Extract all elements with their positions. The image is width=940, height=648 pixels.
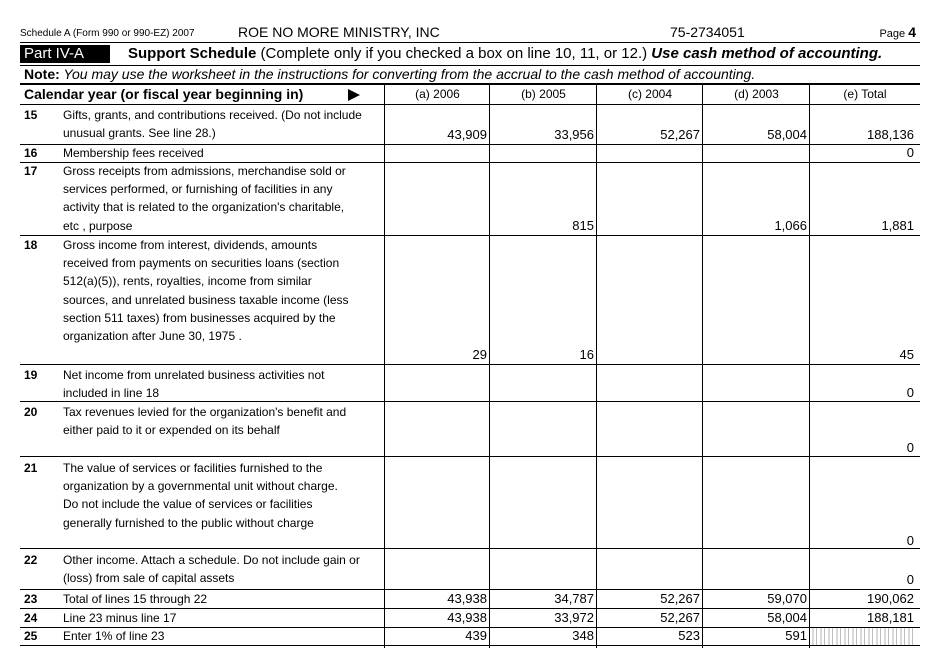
value-total: 0 — [906, 572, 914, 587]
grid-line — [20, 548, 920, 549]
value-d: 59,070 — [767, 591, 807, 606]
value-a: 29 — [472, 347, 487, 362]
value-d: 1,066 — [774, 218, 807, 233]
grid-line — [596, 83, 597, 648]
value-total: 188,136 — [867, 127, 914, 142]
part-title-text: (Complete only if you checked a box on line 10, 11, or 12.) — [256, 45, 652, 62]
column-header-d: (d) 2003 — [734, 87, 779, 101]
grid-line — [809, 83, 810, 648]
line-description: Membership fees received — [63, 146, 204, 160]
value-b: 16 — [579, 347, 594, 362]
line-description: Net income from unrelated business activities not included in line 18 — [63, 368, 325, 401]
value-b: 33,972 — [554, 610, 594, 625]
line-number: 18 — [24, 238, 38, 252]
grid-line — [702, 83, 703, 648]
value-total: 0 — [906, 385, 914, 400]
line-description: Tax revenues levied for the organization's benefit and either paid to it or expended on its behalf — [63, 405, 347, 438]
form-header — [20, 22, 920, 43]
line-description: Gifts, grants, and contributions received. (Do not include unusual grants. See line 28.) — [63, 108, 362, 141]
line-description: Gross receipts from admissions, merchandise sold or services performed, or furnishing of facilities in any activity that is related to the organization's charitable, etc , purpose — [63, 164, 346, 233]
grid-line — [20, 104, 920, 105]
line-number: 21 — [24, 461, 38, 475]
value-b: 33,956 — [554, 127, 594, 142]
value-total: 45 — [899, 347, 914, 362]
arrow-right-icon — [348, 89, 360, 101]
part-tag: Part IV-A — [20, 45, 110, 63]
shaded-cell — [812, 628, 916, 645]
line-description: Gross income from interest, dividends, amounts received from payments on securities loans (section 512(a)(5)), rents, royalties, income from similar sources, and unrelated business taxable income (less section 511 taxes) from businesses acquired by the organization after June 30, 1975 . — [63, 238, 349, 344]
value-d: 58,004 — [767, 610, 807, 625]
part-heading — [20, 43, 920, 66]
value-c: 523 — [678, 628, 700, 643]
line-number: 17 — [24, 164, 38, 178]
line-description: The value of services or facilities furnished to the organization by a governmental unit without charge. Do not include the value of services or facilities generally furnished to the public without charge — [63, 461, 338, 530]
line-description: Other income. Attach a schedule. Do not include gain or (loss) from sale of capital assets — [63, 553, 360, 586]
column-header-a: (a) 2006 — [415, 87, 460, 101]
value-total: 1,881 — [881, 218, 914, 233]
grid-line — [20, 364, 920, 365]
value-total: 190,062 — [867, 591, 914, 606]
column-header-c: (c) 2004 — [627, 87, 673, 101]
value-total: 0 — [906, 145, 914, 160]
value-a: 43,938 — [447, 610, 487, 625]
line-number: 25 — [24, 629, 38, 643]
value-c: 52,267 — [660, 127, 700, 142]
line-number: 20 — [24, 405, 38, 419]
part-title-italic: Use cash method of accounting. — [651, 45, 883, 62]
column-header-b: (b) 2005 — [521, 87, 566, 101]
employer-id-number: 75-2734051 — [670, 24, 745, 40]
line-number: 19 — [24, 368, 38, 382]
line-number: 15 — [24, 108, 38, 122]
value-c: 52,267 — [660, 591, 700, 606]
value-d: 591 — [785, 628, 807, 643]
part-title-bold: Support Schedule — [128, 45, 257, 62]
note-text: You may use the worksheet in the instructions for converting from the accrual to the cash method of accounting. — [59, 66, 756, 82]
calendar-year-header: Calendar year (or fiscal year beginning in) — [24, 86, 304, 102]
value-b: 815 — [572, 218, 594, 233]
value-a: 43,938 — [447, 591, 487, 606]
page-indicator — [879, 24, 916, 40]
line-description: Line 23 minus line 17 — [63, 611, 177, 625]
page-label: Page — [879, 28, 906, 40]
grid-line — [489, 83, 490, 648]
part-title — [128, 45, 882, 62]
instructions-note — [24, 66, 755, 82]
grid-line — [20, 456, 920, 457]
grid-line — [384, 83, 385, 648]
value-d: 58,004 — [767, 127, 807, 142]
line-number: 16 — [24, 146, 38, 160]
page-number: 4 — [908, 24, 916, 40]
form-label: Schedule A (Form 990 or 990-EZ) 2007 — [20, 28, 195, 39]
line-number: 22 — [24, 553, 38, 567]
value-b: 34,787 — [554, 591, 594, 606]
value-a: 439 — [465, 628, 487, 643]
line-number: 24 — [24, 611, 38, 625]
value-total: 0 — [906, 440, 914, 455]
line-description: Enter 1% of line 23 — [63, 629, 165, 643]
note-lead: Note: — [24, 66, 60, 82]
line-description: Total of lines 15 through 22 — [63, 592, 208, 606]
value-total: 0 — [906, 533, 914, 548]
value-c: 52,267 — [660, 610, 700, 625]
value-b: 348 — [572, 628, 594, 643]
value-total: 188,181 — [867, 610, 914, 625]
column-header-e: (e) Total — [843, 87, 887, 101]
value-a: 43,909 — [447, 127, 487, 142]
organization-name: ROE NO MORE MINISTRY, INC — [238, 24, 440, 40]
line-number: 23 — [24, 592, 38, 606]
